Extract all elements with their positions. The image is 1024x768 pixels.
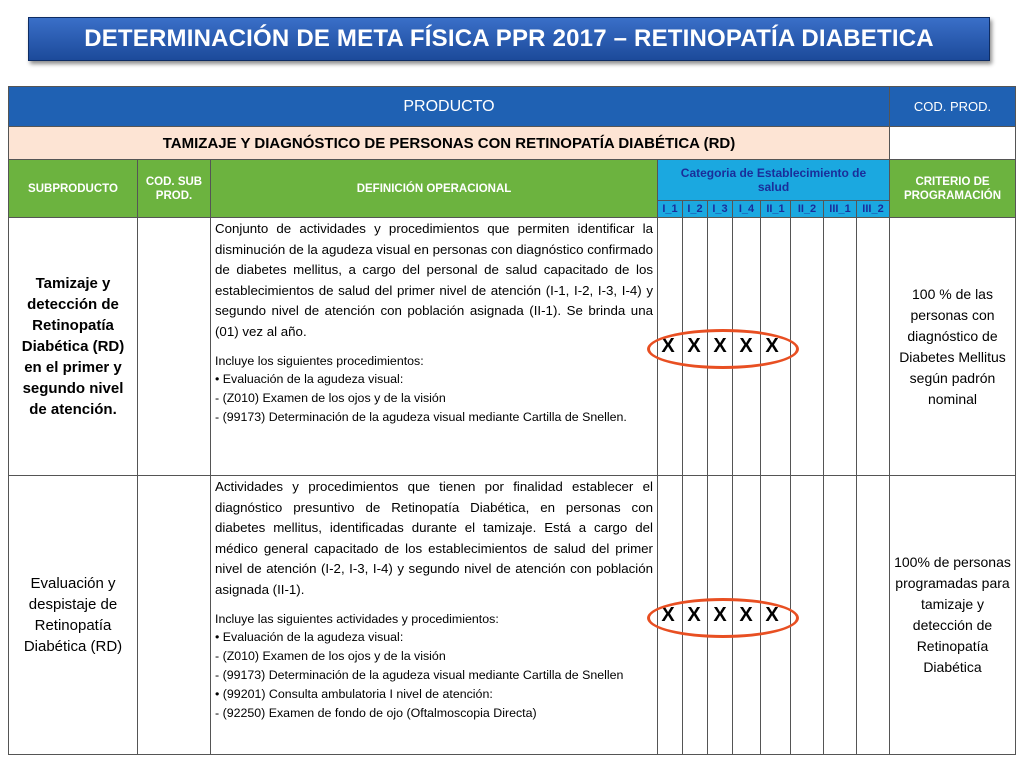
row1-mark: X — [687, 335, 701, 357]
producto-label: PRODUCTO — [403, 97, 495, 115]
row2-subproducto: Evaluación y despistaje de Retinopatía Diabética (RD) — [8, 475, 138, 755]
level-header: III_1 — [823, 200, 857, 218]
subproducto-label: SUBPRODUCTO — [28, 182, 118, 195]
row1-def-item: - (99173) Determinación de la agudeza visual mediante Cartilla de Snellen. — [215, 409, 627, 424]
row2-mark: X — [765, 604, 779, 626]
row2-mark: X — [687, 604, 701, 626]
row2-level-cell — [823, 475, 857, 755]
cod-prod-label: COD. PROD. — [913, 99, 992, 114]
level-header: II_2 — [790, 200, 824, 218]
row2-def-item: - (Z010) Examen de los ojos y de la visión — [215, 649, 446, 664]
criterio-header — [889, 159, 1016, 218]
row1-def-main: Conjunto de actividades y procedimientos que permiten identificar la disminución de la agudeza visual en personas con diagnóstico confirmado de diabetes mellitus, a cargo del personal de salud capacitado de los establecimientos de salud del primer nivel de atención (I-1, I-2, I-3, I-4) y segundo nivel de atención con población asignada (II-1). Se brinda una (01) vez al año. — [215, 221, 653, 339]
categoria-label: Categoria de Establecimiento de salud — [680, 166, 867, 194]
row2-def-intro: Incluye las siguientes actividades y procedimientos: — [215, 611, 499, 626]
row1-cod-sub — [137, 217, 211, 476]
level-header: III_2 — [856, 200, 890, 218]
product-name: TAMIZAJE Y DIAGNÓSTICO DE PERSONAS CON RETINOPATÍA DIABÉTICA (RD) — [162, 134, 736, 152]
row1-highlight-oval — [647, 329, 799, 369]
cod-prod-header — [889, 86, 1016, 127]
row2-level-cell — [856, 475, 890, 755]
row2-def-item: • Evaluación de la agudeza visual: — [215, 630, 404, 645]
row2-mark: X — [661, 604, 675, 626]
row2-def-item: - (99173) Determinación de la agudeza visual mediante Cartilla de Snellen — [215, 667, 624, 682]
cod-sub-prod-label: COD. SUB PROD. — [145, 175, 203, 202]
categoria-header — [657, 159, 890, 201]
row1-def-item: • Evaluación de la agudeza visual: — [215, 372, 404, 387]
level-header: I_1 — [657, 200, 683, 218]
page-title: DETERMINACIÓN DE META FÍSICA PPR 2017 – RETINOPATÍA DIABETICA — [84, 25, 934, 52]
cod-sub-prod-header — [137, 159, 211, 218]
row1-def-intro: Incluye los siguientes procedimientos: — [215, 353, 424, 368]
title-banner — [28, 17, 990, 61]
row1-mark: X — [765, 335, 779, 357]
level-header: I_2 — [682, 200, 708, 218]
row1-level-cell — [823, 217, 857, 476]
row2-def-main: Actividades y procedimientos que tienen por finalidad establecer el diagnóstico presuntivo de Retinopatía Diabética, en personas con diabetes mellitus, identificadas durante el tamizaje. Está a cargo del médico general capacitado de los establecimientos de salud del primer nivel de atención (I-2, I-3, I-4) y segundo nivel de atención con población asignada (II-1). — [215, 479, 653, 597]
product-name-row — [8, 126, 890, 160]
row1-mark: X — [661, 335, 675, 357]
producto-header — [8, 86, 890, 127]
product-code-cell — [889, 126, 1016, 160]
row1-definicion — [210, 217, 658, 476]
row2-cod-sub — [137, 475, 211, 755]
row2-definicion — [210, 475, 658, 755]
level-header: II_1 — [760, 200, 791, 218]
level-header: I_4 — [732, 200, 761, 218]
definicion-label: DEFINICIÓN OPERACIONAL — [356, 182, 512, 195]
definicion-header — [210, 159, 658, 218]
row1-criterio: 100 % de las personas con diagnóstico de Diabetes Mellitus según padrón nominal — [889, 217, 1016, 476]
row1-mark: X — [739, 335, 753, 357]
row2-def-item: • (99201) Consulta ambulatoria I nivel de atención: — [215, 686, 493, 701]
subproducto-header — [8, 159, 138, 218]
row1-def-item: - (Z010) Examen de los ojos y de la visión — [215, 391, 446, 406]
level-header: I_3 — [707, 200, 733, 218]
row1-mark: X — [713, 335, 727, 357]
criterio-label: CRITERIO DE PROGRAMACIÓN — [903, 175, 1002, 202]
row2-criterio: 100% de personas programadas para tamizaje y detección de Retinopatía Diabética — [889, 475, 1016, 755]
row2-mark: X — [713, 604, 727, 626]
row2-highlight-oval — [647, 598, 799, 638]
row1-level-cell — [856, 217, 890, 476]
row2-mark: X — [739, 604, 753, 626]
row1-subproducto: Tamizaje y detección de Retinopatía Diabética (RD) en el primer y segundo nivel de atención. — [8, 217, 138, 476]
row2-def-item: - (92250) Examen de fondo de ojo (Oftalmoscopia Directa) — [215, 705, 537, 720]
